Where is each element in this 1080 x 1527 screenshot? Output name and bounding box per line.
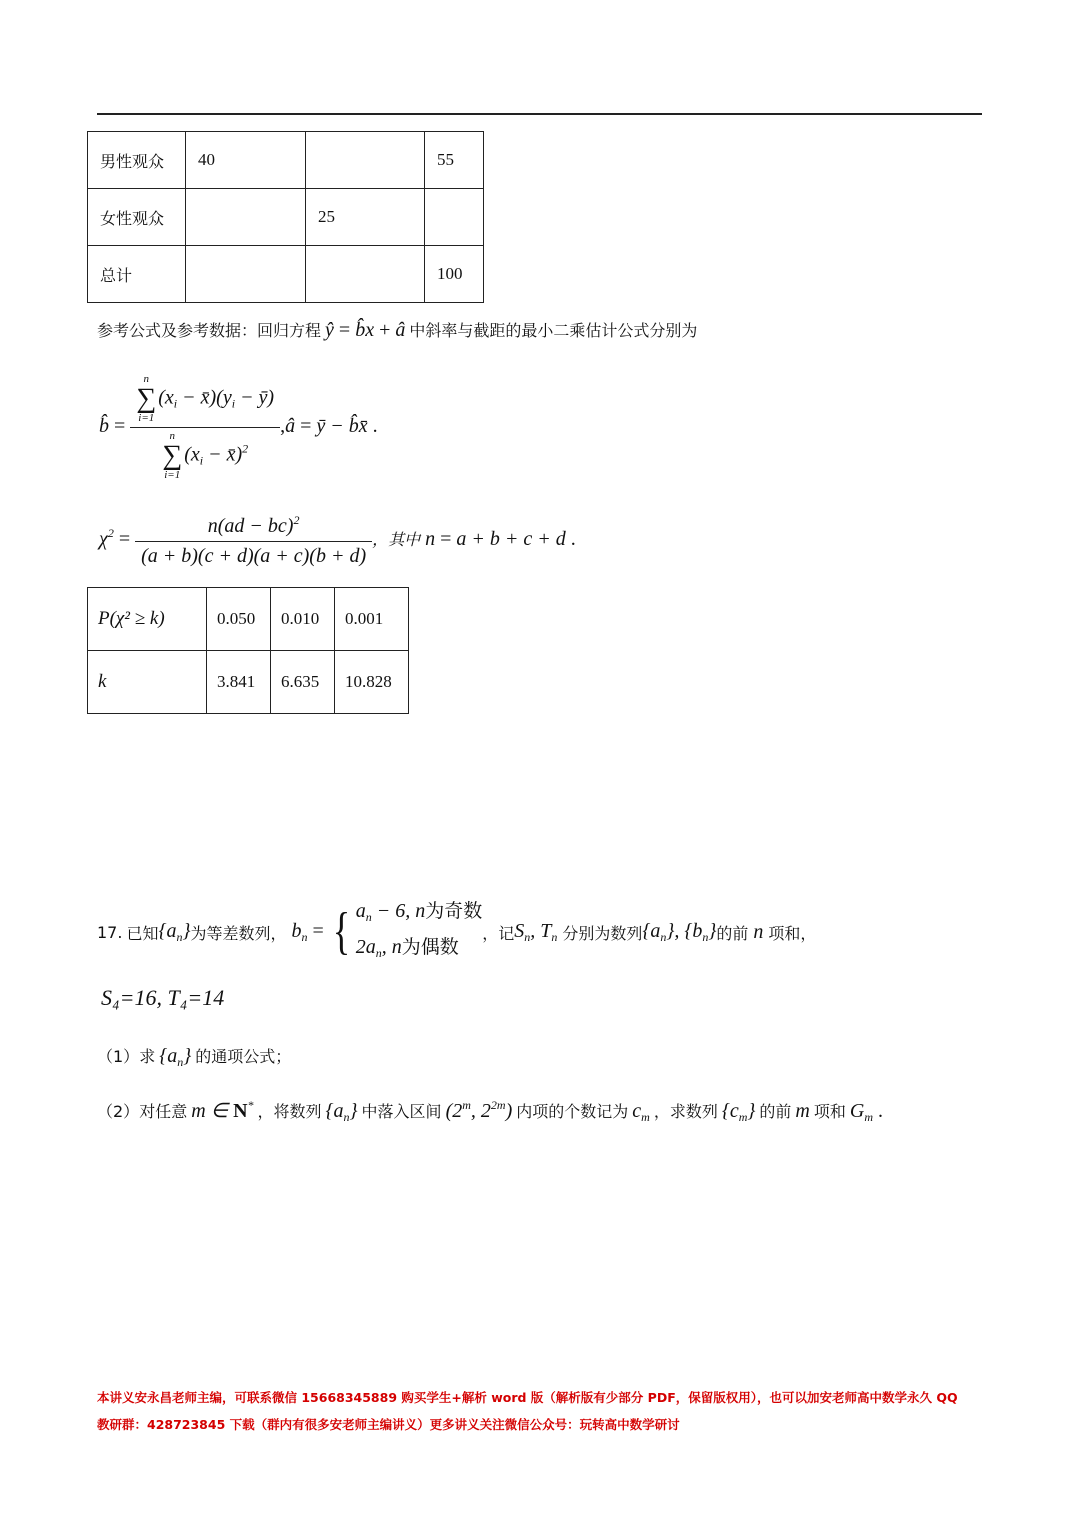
header-rule <box>97 113 982 115</box>
table-cell: k <box>88 651 207 714</box>
table-cell <box>306 246 425 303</box>
regression-equation: ŷ = b̂x + â <box>325 319 406 341</box>
footer-notice <box>97 1384 987 1438</box>
question-2: （2）对任意 m ∈ N* ，将数列 $\{a_n\}$ 中落入区间 (2$^m$, $2^{2m}$) 内项的个数记为 $c_m$ ，求数列 $\{c_m\}$ 的前 m 项和 $G_m$ . <box>97 1098 883 1124</box>
critical-value-table <box>87 587 409 714</box>
table-cell: P(χ² ≥ k) <box>88 588 207 651</box>
table-cell <box>425 189 484 246</box>
contingency-table <box>87 131 484 303</box>
table-cell: 0.001 <box>335 588 409 651</box>
table-cell: 女性观众 <box>88 189 186 246</box>
table-cell: 0.050 <box>207 588 271 651</box>
table-row <box>88 651 409 714</box>
table-cell: 40 <box>186 132 306 189</box>
table-row <box>88 132 484 189</box>
table-cell: 55 <box>425 132 484 189</box>
slope-formula: b̂ = n ∑ i=1 ($x_i$ − $x̄)(y_i$ − ȳ) n ∑ i=1 ($x_i$ − x̄)$^2$ ,â = ȳ − b̂x̄ . <box>99 373 378 481</box>
reference-intro: 参考公式及参考数据：回归方程 ŷ = b̂x + â 中斜率与截距的最小二乘估计公式分别为 <box>97 319 698 341</box>
table-cell: 总计 <box>88 246 186 303</box>
table-cell: 10.828 <box>335 651 409 714</box>
problem-17-statement: 17. 已知 $\{a_n\}$ 为等差数列， $b_n$ = { $a_n - 6$, n为奇数 $2a_n$, n为偶数 ，记 $S_n$, $T_n$ 分别为数列 $\{a_n\}$, $\{b_n\}$ 的前 n 项和， <box>97 896 816 968</box>
footer-line: 教研群：428723845 下载（群内有很多安老师主编讲义）更多讲义关注微信公众号：玩转高中数学研讨 <box>97 1417 680 1432</box>
piecewise-definition: { $a_n - 6$, n为奇数 $2a_n$, n为偶数 <box>332 900 483 960</box>
chi-square-formula: $\chi^2$ = $\frac{n(ad - bc)^2}{(a + b)(c + d)(a + c)(b + d)}$ ，其中 n = a + b + c + d . <box>99 513 576 567</box>
table-cell: 25 <box>306 189 425 246</box>
table-cell <box>186 246 306 303</box>
table-cell <box>306 132 425 189</box>
footer-line: 本讲义安永昌老师主编，可联系微信 15668345889 购买学生+解析 word 版（解析版有少部分 PDF，保留版权用），也可以加安老师高中数学永久 QQ <box>97 1390 958 1405</box>
table-cell: 6.635 <box>271 651 335 714</box>
table-cell: 男性观众 <box>88 132 186 189</box>
table-row <box>88 189 484 246</box>
table-cell: 3.841 <box>207 651 271 714</box>
table-row <box>88 246 484 303</box>
question-1: （1）求 $\{a_n\}$ 的通项公式； <box>97 1045 292 1069</box>
given-condition: S₄=16, T₄=14 <box>101 985 225 1010</box>
table-row <box>88 588 409 651</box>
table-cell: 100 <box>425 246 484 303</box>
table-cell: 0.010 <box>271 588 335 651</box>
table-cell <box>186 189 306 246</box>
